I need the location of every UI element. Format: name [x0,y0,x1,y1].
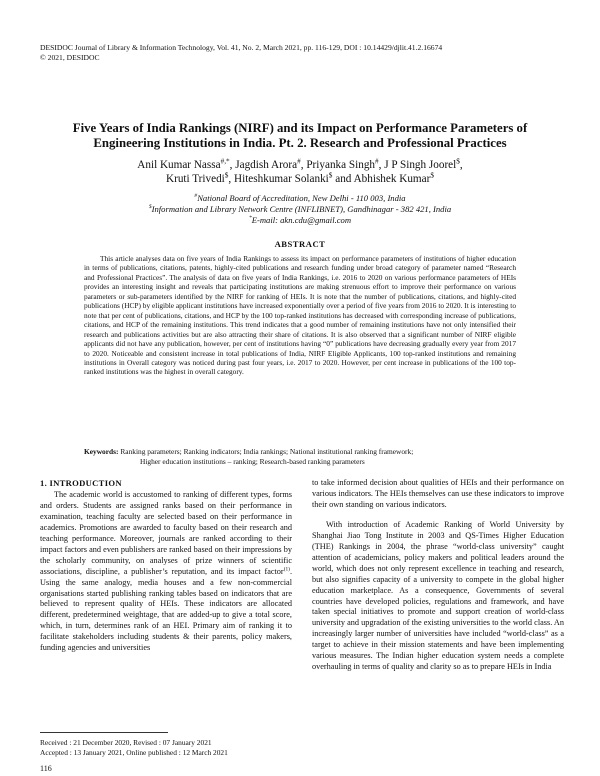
affiliations [40,193,560,226]
author-name: Hiteshkumar Solanki [234,173,329,185]
received-revised-line: Received : 21 December 2020, Revised : 07 January 2021 [40,738,212,747]
intro-paragraph-1-text-cont: . Using the same analogy, media houses and a few non-commercial organisations started publishing ranking tables based on indicators that are believed to represent quality of HEIs. These indicators are allocated different, predetermined weightage, that are added-up to give a total score, which, in turn, determines rank of an HEI. Primary aim of ranking it to facilitate stakeholders including students & their parents, policy makers, funding agencies and universities [40,566,292,653]
received-accepted-dates [40,738,300,758]
author-separator: , [459,159,463,171]
author-name: Priyanka Singh [306,159,376,171]
affiliation-mark: # [194,193,198,200]
footnote-divider [40,732,168,733]
author-line-1 [40,158,560,172]
author-name: Jagdish Arora [235,159,298,171]
keywords-line-2: Higher education institutions – ranking; Research-based ranking parameters [140,456,365,466]
author-separator: , [228,173,235,185]
left-column [40,478,292,654]
author-name: Abhishek Kumar [353,173,431,185]
author-list [40,158,560,186]
author-mark: #,* [220,157,230,166]
section-heading-introduction: 1. INTRODUCTION [40,478,122,488]
affiliation-nba [40,193,560,204]
accepted-published-line: Accepted : 13 January 2021, Online published : 12 March 2021 [40,748,228,757]
journal-copyright: © 2021, DESIDOC [40,52,100,62]
keywords-line-1: Ranking parameters; Ranking indicators; India rankings; National institutional ranking framework; [120,447,414,456]
affiliation-mark: * [248,215,252,222]
author-name: Kruti Trivedi [166,173,225,185]
author-mark: $ [430,171,434,180]
affiliation-text: National Board of Accreditation, New Delhi - 110 003, India [197,193,406,203]
intro-paragraph-2: With introduction of Academic Ranking of World University by Shanghai Jiao Tong Institute in 2003 and QS-Times Higher Education (THE) Rankings in 2004, the phrase “world-class university” caught attention of academicians, policy makers and political leaders around the world, which does not only represent excellence in teaching and research, but also signifies capacity of a university to compete in the global higher education marketplace. As a consequence, Governments of several countries have developed policies, regulations and framework, and have taken special initiatives to promote and support creation of world-class university and upgradation of the existing universities to the world class. An increasingly larger number of universities have included “world-class” as a target to achieve in their mission statements and have been implementing various measures. The Indian higher education system needs a complete overhauling in terms of quality and clarity so as to prepare HEIs in India [312,519,564,672]
page-number: 116 [40,764,52,773]
author-separator: , [378,159,385,171]
intro-paragraph-1-text: The academic world is accustomed to ranking of different types, forms and orders. Students are assigned ranks based on their performance in examination, teaching faculty are selected based on their performance in academics. Promotions are awarded to faculty based on their research and teaching performance. Moreover, journals are ranked according to their impact factors and even publishers are ranked based on their impressions by the scholarly community, on analyses of prize winners of scientific associations, discipline, a publisher’s reputation, and its impact factor [40,489,292,576]
keywords-label: Keywords: [84,447,119,456]
affiliation-mark: $ [148,204,152,211]
author-mark: # [297,157,301,166]
author-name: J P Singh Joorel [384,159,457,171]
affiliation-text: Information and Library Network Centre (INFLIBNET), Gandhinagar - 382 421, India [151,204,452,214]
abstract-heading: ABSTRACT [274,239,326,249]
intro-paragraph-1-continued: to take informed decision about qualities of HEIs and their performance on various indicators. The HEIs themselves can use these indicators to improve their own standing on various indicators. [312,478,564,509]
author-mark: $ [328,171,333,180]
journal-header [40,43,560,62]
paper-title: Five Years of India Rankings (NIRF) and its Impact on Performance Parameters of Engineering Institutions in India. Pt. 2. Research and Professional Practices [72,121,528,150]
author-mark: $ [456,157,460,166]
reference-marker: (1) [283,565,290,572]
abstract-body: This article analyses data on five years of India Rankings to assess its impact on performance parameters of institutions of higher education in terms of publications, citations, patents, highly-cited publications and research funding under broad category of parameter named “Research and Professional Practices”. The analysis of data on five years of India Rankings, i.e. 2016 to 2020 on various performance parameters of HEIs provides an interesting insight and reveals that participating institutions are making strenuous effort to improve their performance on various parameters or sub-parameters identified by the NIRF for ranking of HEIs. It is note that the number of publications, citations, and highly-cited publications (HCP) by eligible applicant institutions have increased exponentially over a period of five years from 2016 to 2020. It is interesting to note that per cent of publications, citations, and HCP by the 100 top-ranked institutions has decreased with corresponding increase of publications, citations, and HCP of the remaining institutions. This trend indicates that a good number of remaining institutions have not only intensified their research and publications activities but are also attracting their share of citations. It is also observed that a significant number of NIRF eligible applicants did not have any publication, however, per cent of institutions having “0” publications have decreasing gradually every year from 2017 to 2020. Noticeable and consistent increase in total publications of India, NIRF Eligible Applicants, 100 top-ranked institutions and remaining institutions in Overall category was noticed during past four years, i.e. 2017 to 2020. However, per cent increase in publications of the 100 top-ranked institutions was the highest in overall category. [84,254,516,377]
affiliation-email [40,215,560,226]
author-separator: , [229,159,236,171]
keywords-block [84,447,524,466]
author-mark: # [375,157,379,166]
author-line-2 [40,172,560,186]
author-separator: , [300,159,307,171]
intro-paragraph-1 [40,490,292,654]
author-name: Anil Kumar Nassa [137,159,221,171]
author-mark: $ [224,171,229,180]
journal-citation: DESIDOC Journal of Library & Information Technology, Vol. 41, No. 2, March 2021, pp. 116-129, DOI : 10.14429/djlit.41.2.16674 [40,43,443,52]
affiliation-inflibnet [40,204,560,215]
corresponding-email: E-mail: akn.cdu@gmail.com [251,215,352,225]
right-column [312,478,564,673]
author-separator: and [332,173,354,185]
